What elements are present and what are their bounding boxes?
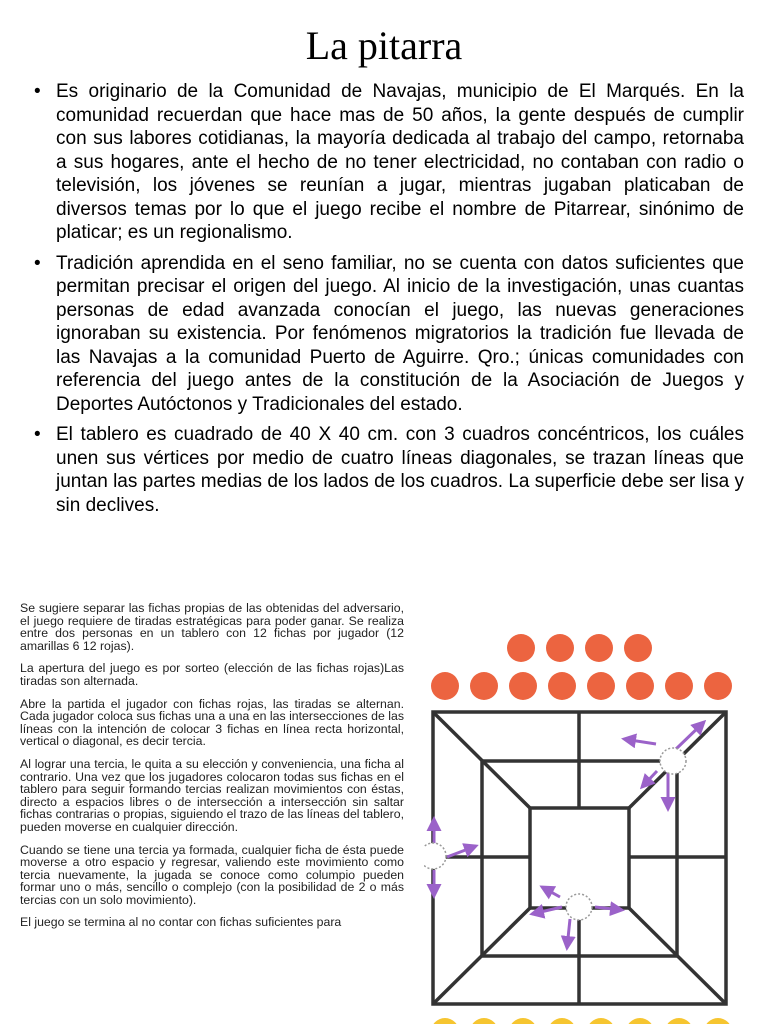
red-pieces xyxy=(431,634,732,700)
game-piece xyxy=(665,1018,693,1024)
rules-text xyxy=(20,602,404,939)
game-piece xyxy=(587,1018,615,1024)
bullet-board xyxy=(32,423,744,517)
game-piece xyxy=(585,634,613,662)
arrow-icon xyxy=(624,739,656,744)
empty-position xyxy=(424,843,446,869)
rules-paragraph: Abre la partida el jugador con fichas rojas, las tiradas se alternan. Cada jugador coloca sus fichas una a una en las intersecciones de las líneas con la intención de colocar 3 fichas en línea recta horizontal, vertical o diagonal, es decir tercia. xyxy=(20,696,404,749)
game-piece xyxy=(626,1018,654,1024)
rules-paragraph: Cuando se tiene una tercia ya formada, cualquier ficha de ésta puede moverse a otro espacio y regresar, valiendo este movimiento como tercia nuevamente, la jugada se conoce como columpio pueden formar uno o más, sencillo o complejo (con la posibilidad de 2 o más tercias con un solo movimiento). xyxy=(20,842,404,907)
bullet-list xyxy=(32,80,744,524)
game-piece xyxy=(509,1018,537,1024)
game-piece xyxy=(548,672,576,700)
rules-paragraph: Se sugiere separar las fichas propias de las obtenidas del adversario, el juego requiere de tiradas estratégicas para poder ganar. Se realiza entre dos personas en un tablero con 12 fichas por jugador (12 amarillas 6 12 rojas). xyxy=(20,601,404,653)
game-piece xyxy=(704,1018,732,1024)
game-piece xyxy=(509,672,537,700)
rules-paragraph: Al lograr una tercia, le quita a su elección y conveniencia, una ficha al contrario. Una vez que los jugadores colocaron todas sus fichas en el tablero para seguir formando tercias realizan movimientos con éstas, directo a espacios libres o de intersección a intersección sin saltar fichas contrarias o propias, siguiendo el trazo de las líneas del tablero, pueden moverse en cualquier dirección. xyxy=(20,756,404,834)
game-piece xyxy=(704,672,732,700)
game-piece xyxy=(507,634,535,662)
game-piece xyxy=(548,1018,576,1024)
arrow-icon xyxy=(542,887,560,897)
game-piece xyxy=(624,634,652,662)
bullet-text: El tablero es cuadrado de 40 X 40 cm. con 3 cuadros concéntricos, los cuáles unen sus vértices por medio de cuatro líneas diagonales, se trazan líneas que juntan las partes medias de los lados de los cuadros. La superficie debe ser lisa y sin declives. xyxy=(56,424,744,516)
rules-paragraph: La apertura del juego es por sorteo (elección de las fichas rojas)Las tiradas son alternada. xyxy=(20,661,404,688)
bullet-text: Tradición aprendida en el seno familiar, no se cuenta con datos suficientes que permitan precisar el origen del juego. Al inicio de la investigación, unas cuantas personas de edad avanzada conocían el juego, las nuevas generaciones ignoraban su existencia. Por fenómenos migratorios la tradición fue llevada de las Navajas a la comunidad Puerto de Aguirre. Qro.; únicas comunidades con referencia del juego antes de la constitución de la Asociación de Juegos y Deportes Autóctonos y Tradicionales del estado. xyxy=(56,252,744,415)
bullet-dot-icon: • xyxy=(34,81,41,102)
bullet-tradition xyxy=(32,252,744,417)
rules-paragraph: El juego se termina al no contar con fichas suficientes para xyxy=(20,915,342,930)
bullet-dot-icon: • xyxy=(34,252,41,274)
game-piece xyxy=(470,1018,498,1024)
game-piece xyxy=(546,634,574,662)
game-piece xyxy=(587,672,615,700)
game-piece xyxy=(470,672,498,700)
arrow-icon xyxy=(567,919,570,948)
board-illustration xyxy=(424,626,736,1024)
game-piece xyxy=(431,1018,459,1024)
yellow-pieces xyxy=(431,1018,732,1024)
game-piece xyxy=(626,672,654,700)
empty-position xyxy=(566,894,592,920)
game-piece xyxy=(665,672,693,700)
page-title: La pitarra xyxy=(305,23,463,68)
game-piece xyxy=(431,672,459,700)
empty-position xyxy=(660,748,686,774)
inner-square xyxy=(530,808,629,908)
bullet-origin xyxy=(32,80,744,245)
bullet-text: Es originario de la Comunidad de Navajas, municipio de El Marqués. En la comunidad recuerdan que hace mas de 50 años, la gente después de cumplir con sus labores cotidianas, la mayoría dedicada al trabajo del campo, retornaba a sus hogares, ante el hecho de no tener electricidad, no contaban con radio o televisión, los jóvenes se reunían a jugar, mientras jugaban platicaban de diversos temas por lo que el juego recibe el nombre de Pitarrear, sinónimo de platicar; es un regionalismo. xyxy=(56,81,744,243)
bullet-dot-icon: • xyxy=(34,424,41,445)
